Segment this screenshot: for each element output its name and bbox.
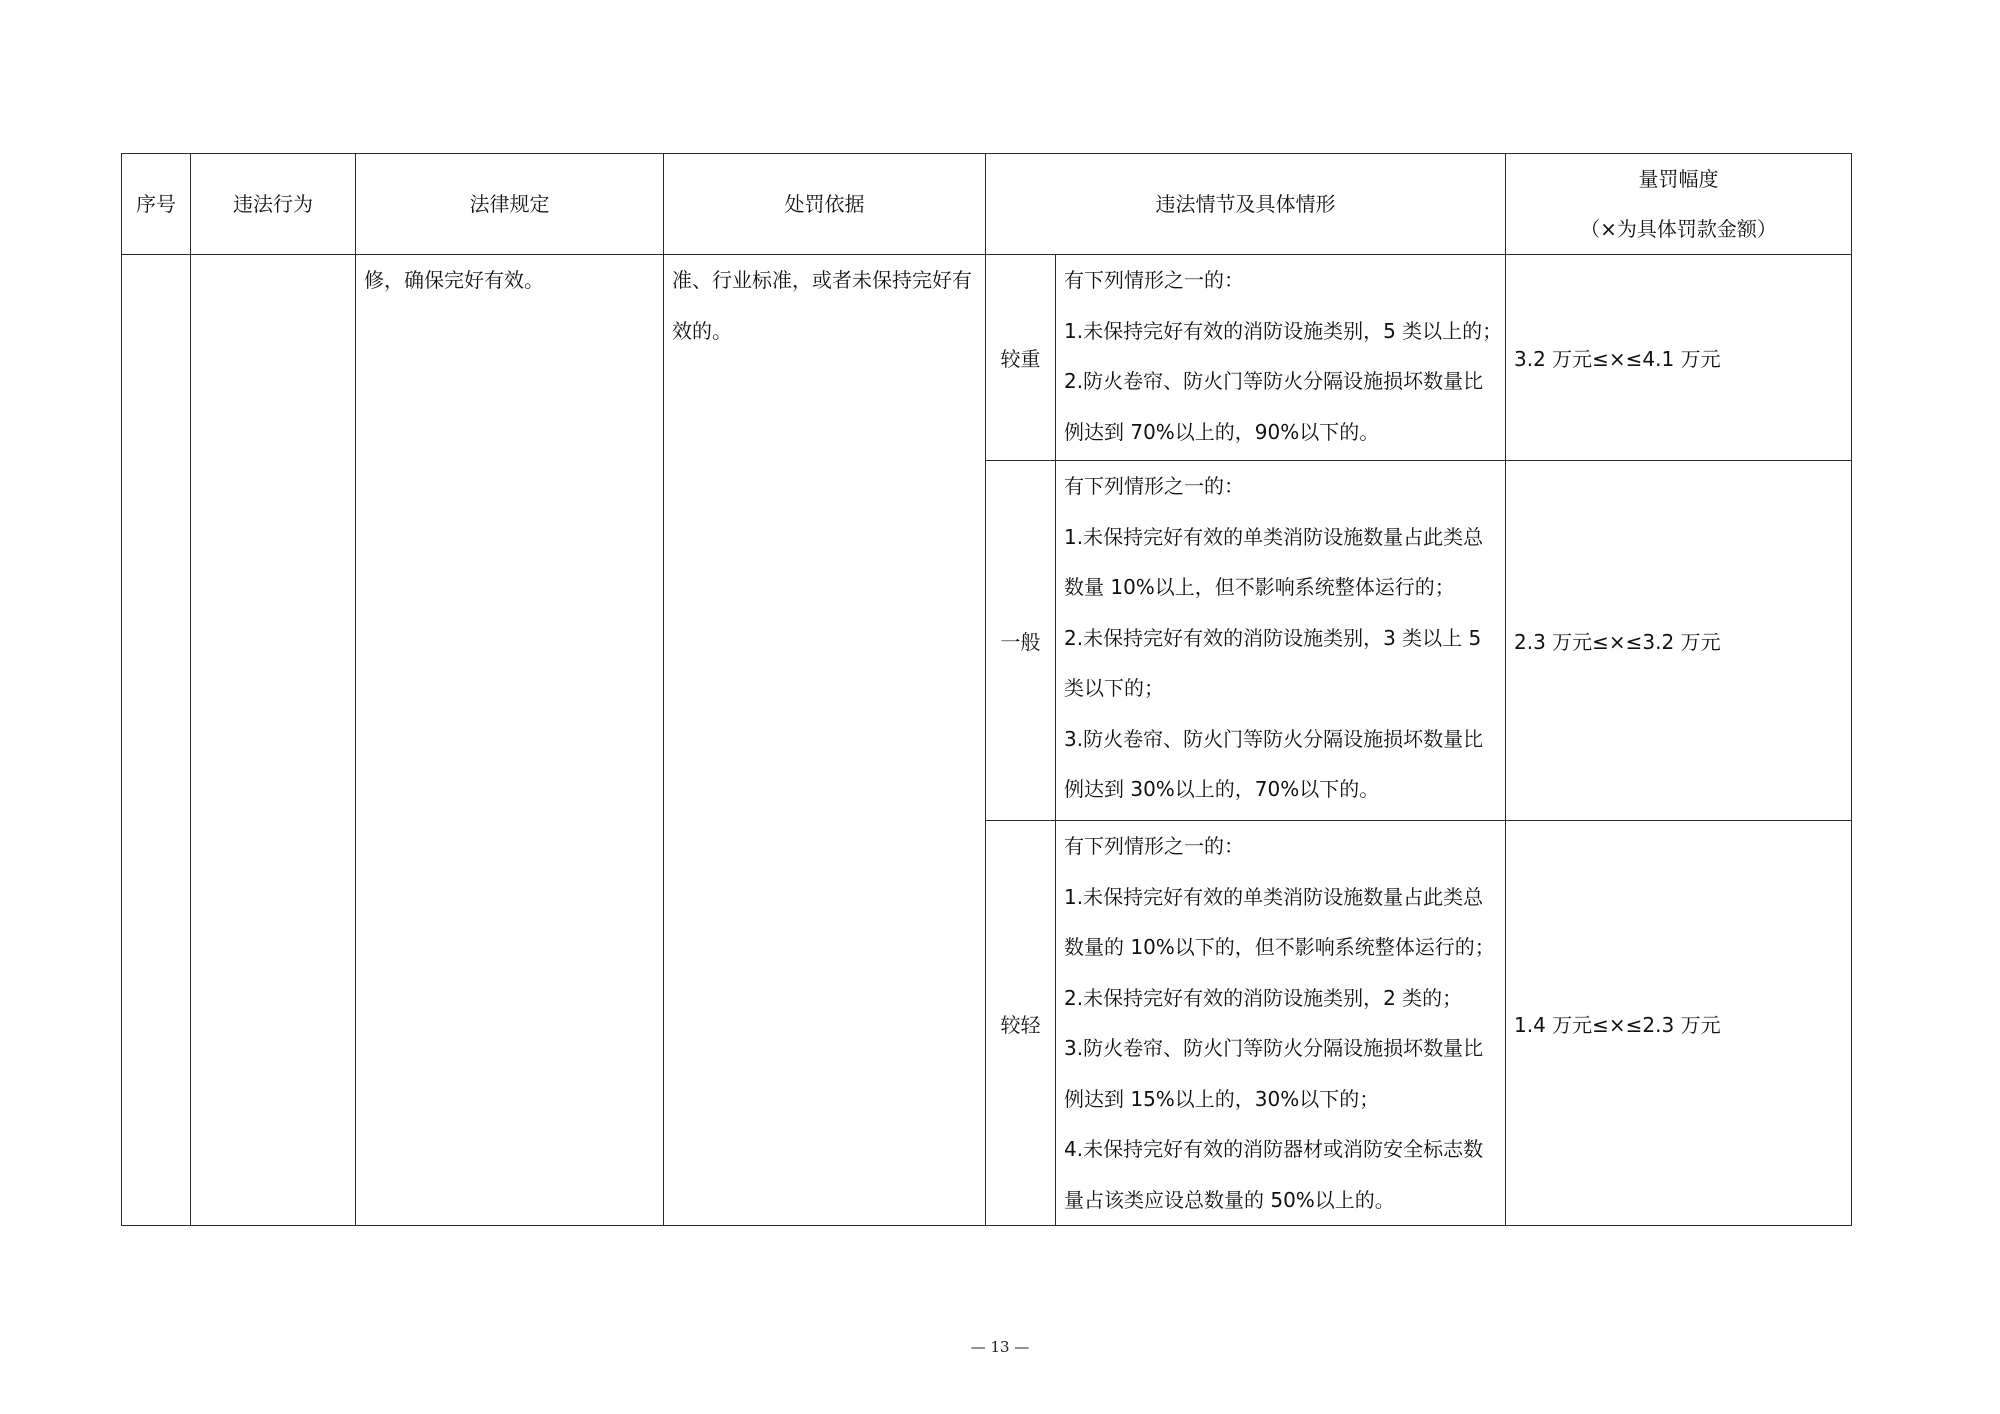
- case-line: 有下列情形之一的：: [1064, 834, 1244, 858]
- case-line: 量占该类应设总数量的 50%以上的。: [1064, 1187, 1395, 1212]
- table-row: [122, 255, 1852, 461]
- header-law: 法律规定: [356, 154, 664, 255]
- level-cell: 一般: [986, 461, 1056, 821]
- case-line: 数量的 10%以下的，但不影响系统整体运行的；: [1064, 935, 1495, 959]
- case-line: 例达到 15%以上的，30%以下的；: [1064, 1086, 1380, 1111]
- case-line: 3.防火卷帘、防火门等防火分隔设施损坏数量比: [1064, 726, 1484, 751]
- level-cell: 较轻: [986, 821, 1056, 1226]
- case-line: 3.防火卷帘、防火门等防火分隔设施损坏数量比: [1064, 1036, 1484, 1060]
- case-line: 2.未保持完好有效的消防设施类别，3 类以上 5: [1064, 625, 1482, 650]
- seq-cell: [122, 255, 191, 1226]
- violation-cell: [191, 255, 356, 1226]
- case-line: 2.防火卷帘、防火门等防火分隔设施损坏数量比: [1064, 369, 1484, 393]
- case-line: 数量 10%以上，但不影响系统整体运行的；: [1064, 575, 1455, 599]
- range-cell: 3.2 万元≤×≤4.1 万元: [1506, 255, 1852, 461]
- case-line: 有下列情形之一的：: [1064, 474, 1244, 498]
- range-cell: 2.3 万元≤×≤3.2 万元: [1506, 461, 1852, 821]
- header-seq: 序号: [122, 154, 191, 255]
- range-cell: 1.4 万元≤×≤2.3 万元: [1506, 821, 1852, 1226]
- header-circumstances: 违法情节及具体情形: [986, 154, 1506, 255]
- cases-cell: [1056, 461, 1506, 821]
- case-line: 2.未保持完好有效的消防设施类别，2 类的；: [1064, 985, 1463, 1010]
- header-range-note: （×为具体罚款金额）: [1580, 217, 1777, 241]
- case-line: 例达到 30%以上的，70%以下的。: [1064, 777, 1380, 801]
- cases-cell: [1056, 821, 1506, 1226]
- case-line: 有下列情形之一的：: [1064, 268, 1244, 292]
- case-line: 1.未保持完好有效的单类消防设施数量占此类总: [1064, 884, 1484, 909]
- case-line: 1.未保持完好有效的单类消防设施数量占此类总: [1064, 524, 1484, 549]
- header-basis: 处罚依据: [664, 154, 986, 255]
- header-range: [1506, 154, 1852, 255]
- law-cell: 修，确保完好有效。: [356, 255, 664, 1226]
- penalty-table: [121, 153, 1852, 1226]
- header-range-title: 量罚幅度: [1638, 167, 1719, 191]
- case-line: 类以下的；: [1064, 676, 1164, 700]
- header-row: [122, 154, 1852, 255]
- page-number: — 13 —: [970, 1338, 1030, 1356]
- level-cell: 较重: [986, 255, 1056, 461]
- case-line: 1.未保持完好有效的消防设施类别，5 类以上的；: [1064, 318, 1503, 343]
- cases-cell: [1056, 255, 1506, 461]
- basis-cell: 准、行业标准，或者未保持完好有效的。: [664, 255, 986, 1226]
- case-line: 例达到 70%以上的，90%以下的。: [1064, 419, 1380, 444]
- case-line: 4.未保持完好有效的消防器材或消防安全标志数: [1064, 1137, 1484, 1161]
- header-violation: 违法行为: [191, 154, 356, 255]
